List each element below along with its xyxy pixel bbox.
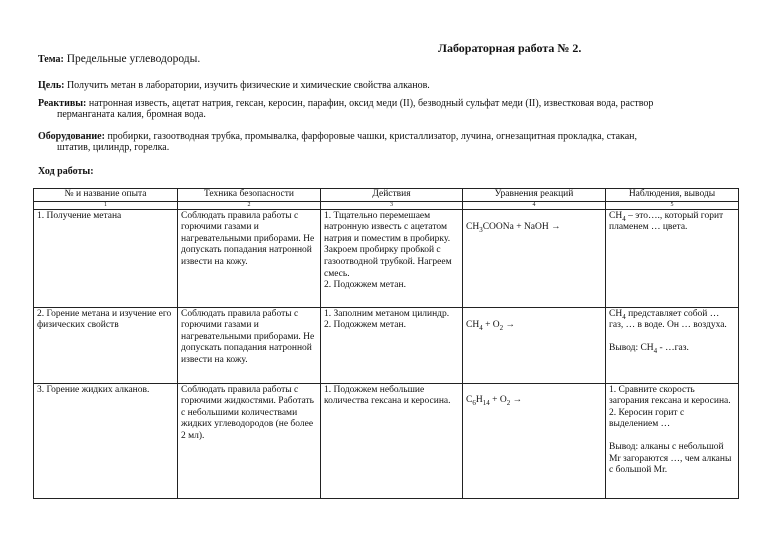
actions-cell: [321, 307, 463, 383]
equation-cell: [463, 307, 606, 383]
column-number-row: [34, 201, 739, 209]
header-observations: Наблюдения, выводы: [606, 189, 739, 202]
observation-text: $CH_4$ представляет собой … газ, … в воде. Он … воздуха.: [609, 308, 727, 331]
reagents-label: Реактивы:: [38, 98, 87, 109]
safety-cell: Соблюдать правила работы с горючими жидкостями. Работать с небольшими количествами жидких углеводородов (не более 2 мл).: [178, 383, 321, 498]
equation-text: $CH_4 + O_2$ →: [466, 319, 516, 332]
topic-value: Предельные углеводороды.: [66, 53, 201, 65]
actions-cell: [321, 209, 463, 307]
equipment-label: Оборудование:: [38, 131, 105, 142]
equation-text: $C_6H_{14} + O_2$ →: [466, 394, 523, 407]
goal-label: Цель:: [38, 80, 65, 91]
lab-table: [33, 188, 739, 499]
goal-line: [38, 80, 738, 91]
actions-extra: 2. Подожжем метан.: [324, 320, 406, 331]
table-row: [34, 209, 739, 307]
observation-conclusion: Вывод: алканы с небольшой Mr загораются …, чем алканы с большой Mr.: [609, 441, 732, 476]
reagents-line: [38, 98, 738, 120]
equation-cell: [463, 209, 606, 307]
observation-item: 2. Керосин горит с выделением …: [609, 407, 685, 430]
goal-value: Получить метан в лаборатории, изучить физические и химические свойства алканов.: [66, 80, 430, 91]
table-header-row: [34, 189, 739, 202]
table-row: [34, 383, 739, 498]
progress-label: Ход работы:: [38, 166, 94, 177]
header-experiment: № и название опыта: [34, 189, 178, 202]
column-number: 5: [606, 201, 739, 209]
observation-item: 1. Сравните скорость загорания гексана и керосина.: [609, 384, 731, 407]
equipment-value-1: пробирки, газоотводная трубка, промывалка, фарфоровые чашки, кристаллизатор, лучина, огнезащитная прокладка, стакан,: [107, 131, 638, 142]
actions-text: 1. Тщательно перемешаем натронную известь с ацетатом натрия и поместим в пробирку. Закроем пробирку пробкой с газоотводной трубкой. Нагреем смесь.: [324, 210, 452, 279]
experiment-name: 2. Горение метана и изучение его физических свойств: [34, 307, 178, 383]
reagents-value-2: перманганата калия, бромная вода.: [57, 109, 206, 120]
actions-cell: 1. Подожжем небольшие количества гексана и керосина.: [321, 383, 463, 498]
actions-extra: 2. Подожжем метан.: [324, 280, 406, 291]
equipment-line: [38, 131, 738, 153]
observation-text: $CH_4$ – это…., который горит пламенем … цвета.: [609, 210, 724, 233]
column-number: 4: [463, 201, 606, 209]
observation-cell: [606, 383, 739, 498]
column-number: 3: [321, 201, 463, 209]
actions-text: 1. Заполним метаном цилиндр.: [324, 308, 450, 319]
header-safety: Техника безопасности: [178, 189, 321, 202]
equation-cell: [463, 383, 606, 498]
observation-cell: [606, 307, 739, 383]
observation-conclusion: Вывод: $CH_4$ - …газ.: [609, 342, 689, 355]
table-row: [34, 307, 739, 383]
column-number: 2: [178, 201, 321, 209]
document-title: Лабораторная работа № 2.: [438, 41, 582, 55]
observation-cell: [606, 209, 739, 307]
header-equations: Уравнения реакций: [463, 189, 606, 202]
topic-line: [38, 54, 738, 65]
safety-cell: Соблюдать правила работы с горючими газами и нагревательными приборами. Не допускать попадания натронной извести на кожу.: [178, 307, 321, 383]
header-actions: Действия: [321, 189, 463, 202]
equation-text: $CH_3COONa$ + NaOH →: [466, 221, 561, 234]
reagents-value-1: натронная известь, ацетат натрия, гексан, керосин, парафин, оксид меди (II), безводный сульфат меди (II), известковая вода, раствор: [88, 98, 654, 109]
column-number: 1: [34, 201, 178, 209]
equipment-value-2: штатив, цилиндр, горелка.: [57, 142, 170, 153]
experiment-name: 3. Горение жидких алканов.: [34, 383, 178, 498]
experiment-name: 1. Получение метана: [34, 209, 178, 307]
topic-label: Тема:: [38, 54, 64, 65]
safety-cell: Соблюдать правила работы с горючими газами и нагревательными приборами. Не допускать попадания натронной извести на кожу.: [178, 209, 321, 307]
